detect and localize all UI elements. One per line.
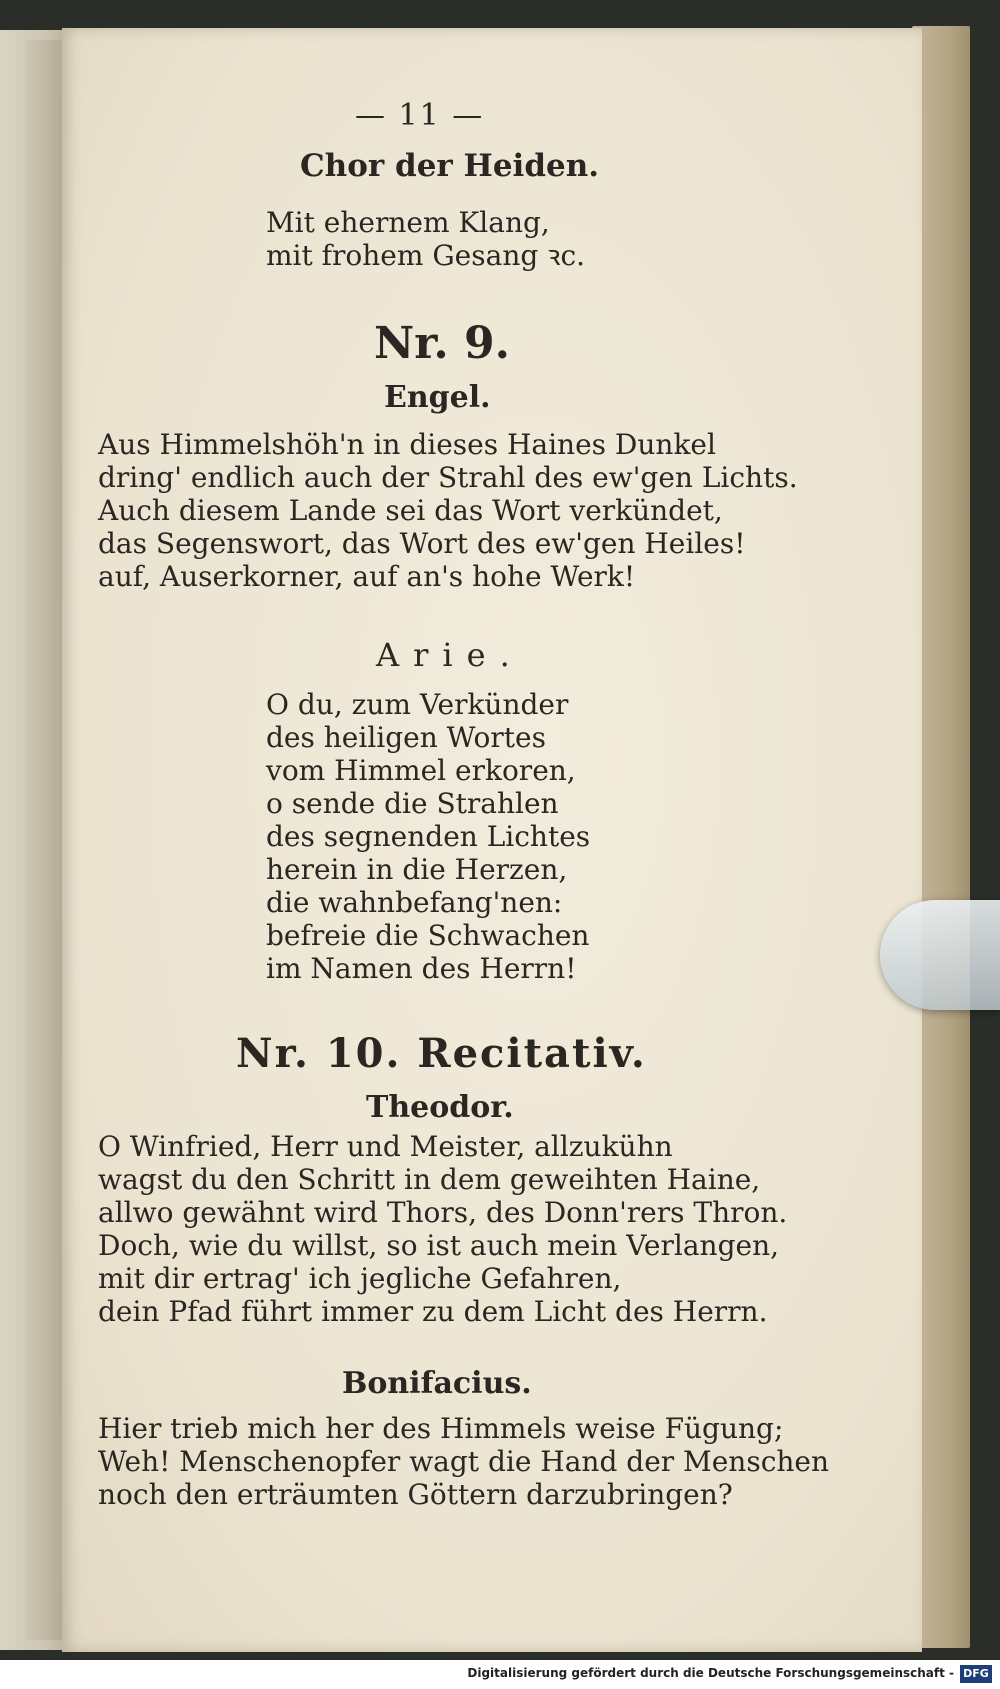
number-heading-10: Nr. 10. Recitativ. (236, 1030, 647, 1077)
verse-line: O Winfried, Herr und Meister, allzukühn (98, 1130, 673, 1163)
verse-line: des heiligen Wortes (266, 721, 546, 754)
arie-verse (266, 688, 590, 985)
chor-verse (266, 206, 585, 272)
verse-line: die wahnbefang'nen: (266, 886, 563, 919)
verse-line: dring' endlich auch der Strahl des ew'gen Lichts. (98, 461, 798, 494)
verse-line: auf, Auserkorner, auf an's hohe Werk! (98, 560, 636, 593)
verse-line: im Namen des Herrn! (266, 952, 577, 985)
verse-line: wagst du den Schritt in dem geweihten Haine, (98, 1163, 761, 1196)
verse-line: Aus Himmelshöh'n in dieses Haines Dunkel (98, 428, 716, 461)
chor-heading: Chor der Heiden. (300, 148, 600, 184)
bonifacius-verse (98, 1412, 829, 1511)
dfg-logo-icon: DFG (960, 1665, 992, 1683)
verse-line: mit frohem Gesang ꝛc. (266, 239, 586, 272)
theodor-verse (98, 1130, 787, 1328)
number-heading-9: Nr. 9. (374, 318, 510, 369)
speaker-bonifacius: Bonifacius. (342, 1366, 532, 1401)
speaker-engel: Engel. (384, 380, 491, 415)
verse-line: allwo gewähnt wird Thors, des Donn'rers Thron. (98, 1196, 788, 1229)
verse-line: mit dir ertrag' ich jegliche Gefahren, (98, 1262, 622, 1295)
verse-line: vom Himmel erkoren, (266, 754, 576, 787)
verse-line: herein in die Herzen, (266, 853, 568, 886)
verse-line: das Segenswort, das Wort des ew'gen Heiles! (98, 527, 746, 560)
engel-verse (98, 428, 798, 593)
verse-line: O du, zum Verkünder (266, 688, 569, 721)
verse-line: Doch, wie du willst, so ist auch mein Verlangen, (98, 1229, 779, 1262)
book-gutter (26, 40, 66, 1640)
verse-line: dein Pfad führt immer zu dem Licht des Herrn. (98, 1295, 768, 1328)
arie-heading: Arie. (376, 636, 524, 674)
verse-line: Hier trieb mich her des Himmels weise Fügung; (98, 1412, 784, 1445)
verse-line: Weh! Menschenopfer wagt die Hand der Menschen (98, 1445, 830, 1478)
verse-line: befreie die Schwachen (266, 919, 590, 952)
page-number: — 11 — (355, 98, 485, 133)
digitization-footer (0, 1660, 1000, 1689)
speaker-theodor: Theodor. (366, 1090, 514, 1125)
verse-line: des segnenden Lichtes (266, 820, 591, 853)
verse-line: Auch diesem Lande sei das Wort verkündet, (98, 494, 723, 527)
page-clip (880, 900, 1000, 1010)
footer-credit: Digitalisierung gefördert durch die Deutsche Forschungsgemeinschaft - (467, 1666, 954, 1680)
verse-line: o sende die Strahlen (266, 787, 559, 820)
verse-line: Mit ehernem Klang, (266, 206, 550, 239)
verse-line: noch den erträumten Göttern darzubringen? (98, 1478, 733, 1511)
